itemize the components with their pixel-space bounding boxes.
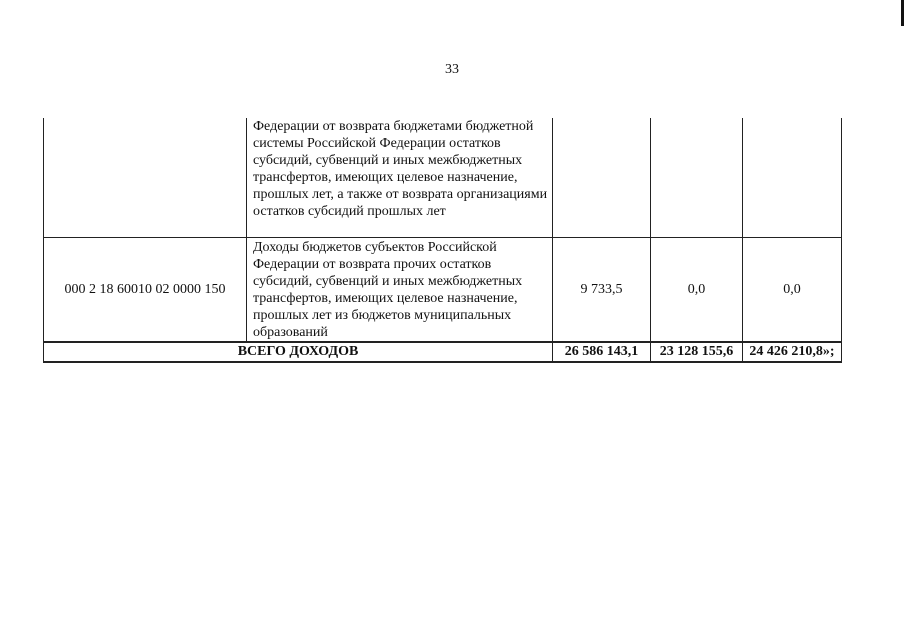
budget-code-cell	[44, 118, 247, 238]
budget-code-cell: 000 2 18 60010 02 0000 150	[44, 238, 247, 343]
amount-year3-cell: 0,0	[743, 238, 842, 343]
amount-year1-cell	[553, 118, 651, 238]
page-number: 33	[445, 62, 459, 77]
total-year2-cell: 23 128 155,6	[651, 342, 743, 362]
description-cell: Доходы бюджетов субъектов Российской Федерации от возврата прочих остатков субсидий, субвенций и иных межбюджетных трансфертов, имеющих целевое назначение, прошлых лет из бюджетов муниципальных образований	[247, 238, 553, 343]
table-total-row	[44, 342, 842, 362]
amount-year2-cell: 0,0	[651, 238, 743, 343]
amount-year2-cell	[651, 118, 743, 238]
total-label: ВСЕГО ДОХОДОВ	[44, 342, 553, 362]
amount-year1-cell: 9 733,5	[553, 238, 651, 343]
total-year1-cell: 26 586 143,1	[553, 342, 651, 362]
table-row	[44, 238, 842, 343]
revenue-table	[43, 118, 842, 363]
table-row-continuation	[44, 118, 842, 238]
amount-year3-cell	[743, 118, 842, 238]
description-cell: Федерации от возврата бюджетами бюджетной системы Российской Федерации остатков субсидий, субвенций и иных межбюджетных трансфертов, имеющих целевое назначение, прошлых лет, а также от возврата организациями остатков субсидий прошлых лет	[247, 118, 553, 238]
total-year3-cell: 24 426 210,8»;	[743, 342, 842, 362]
